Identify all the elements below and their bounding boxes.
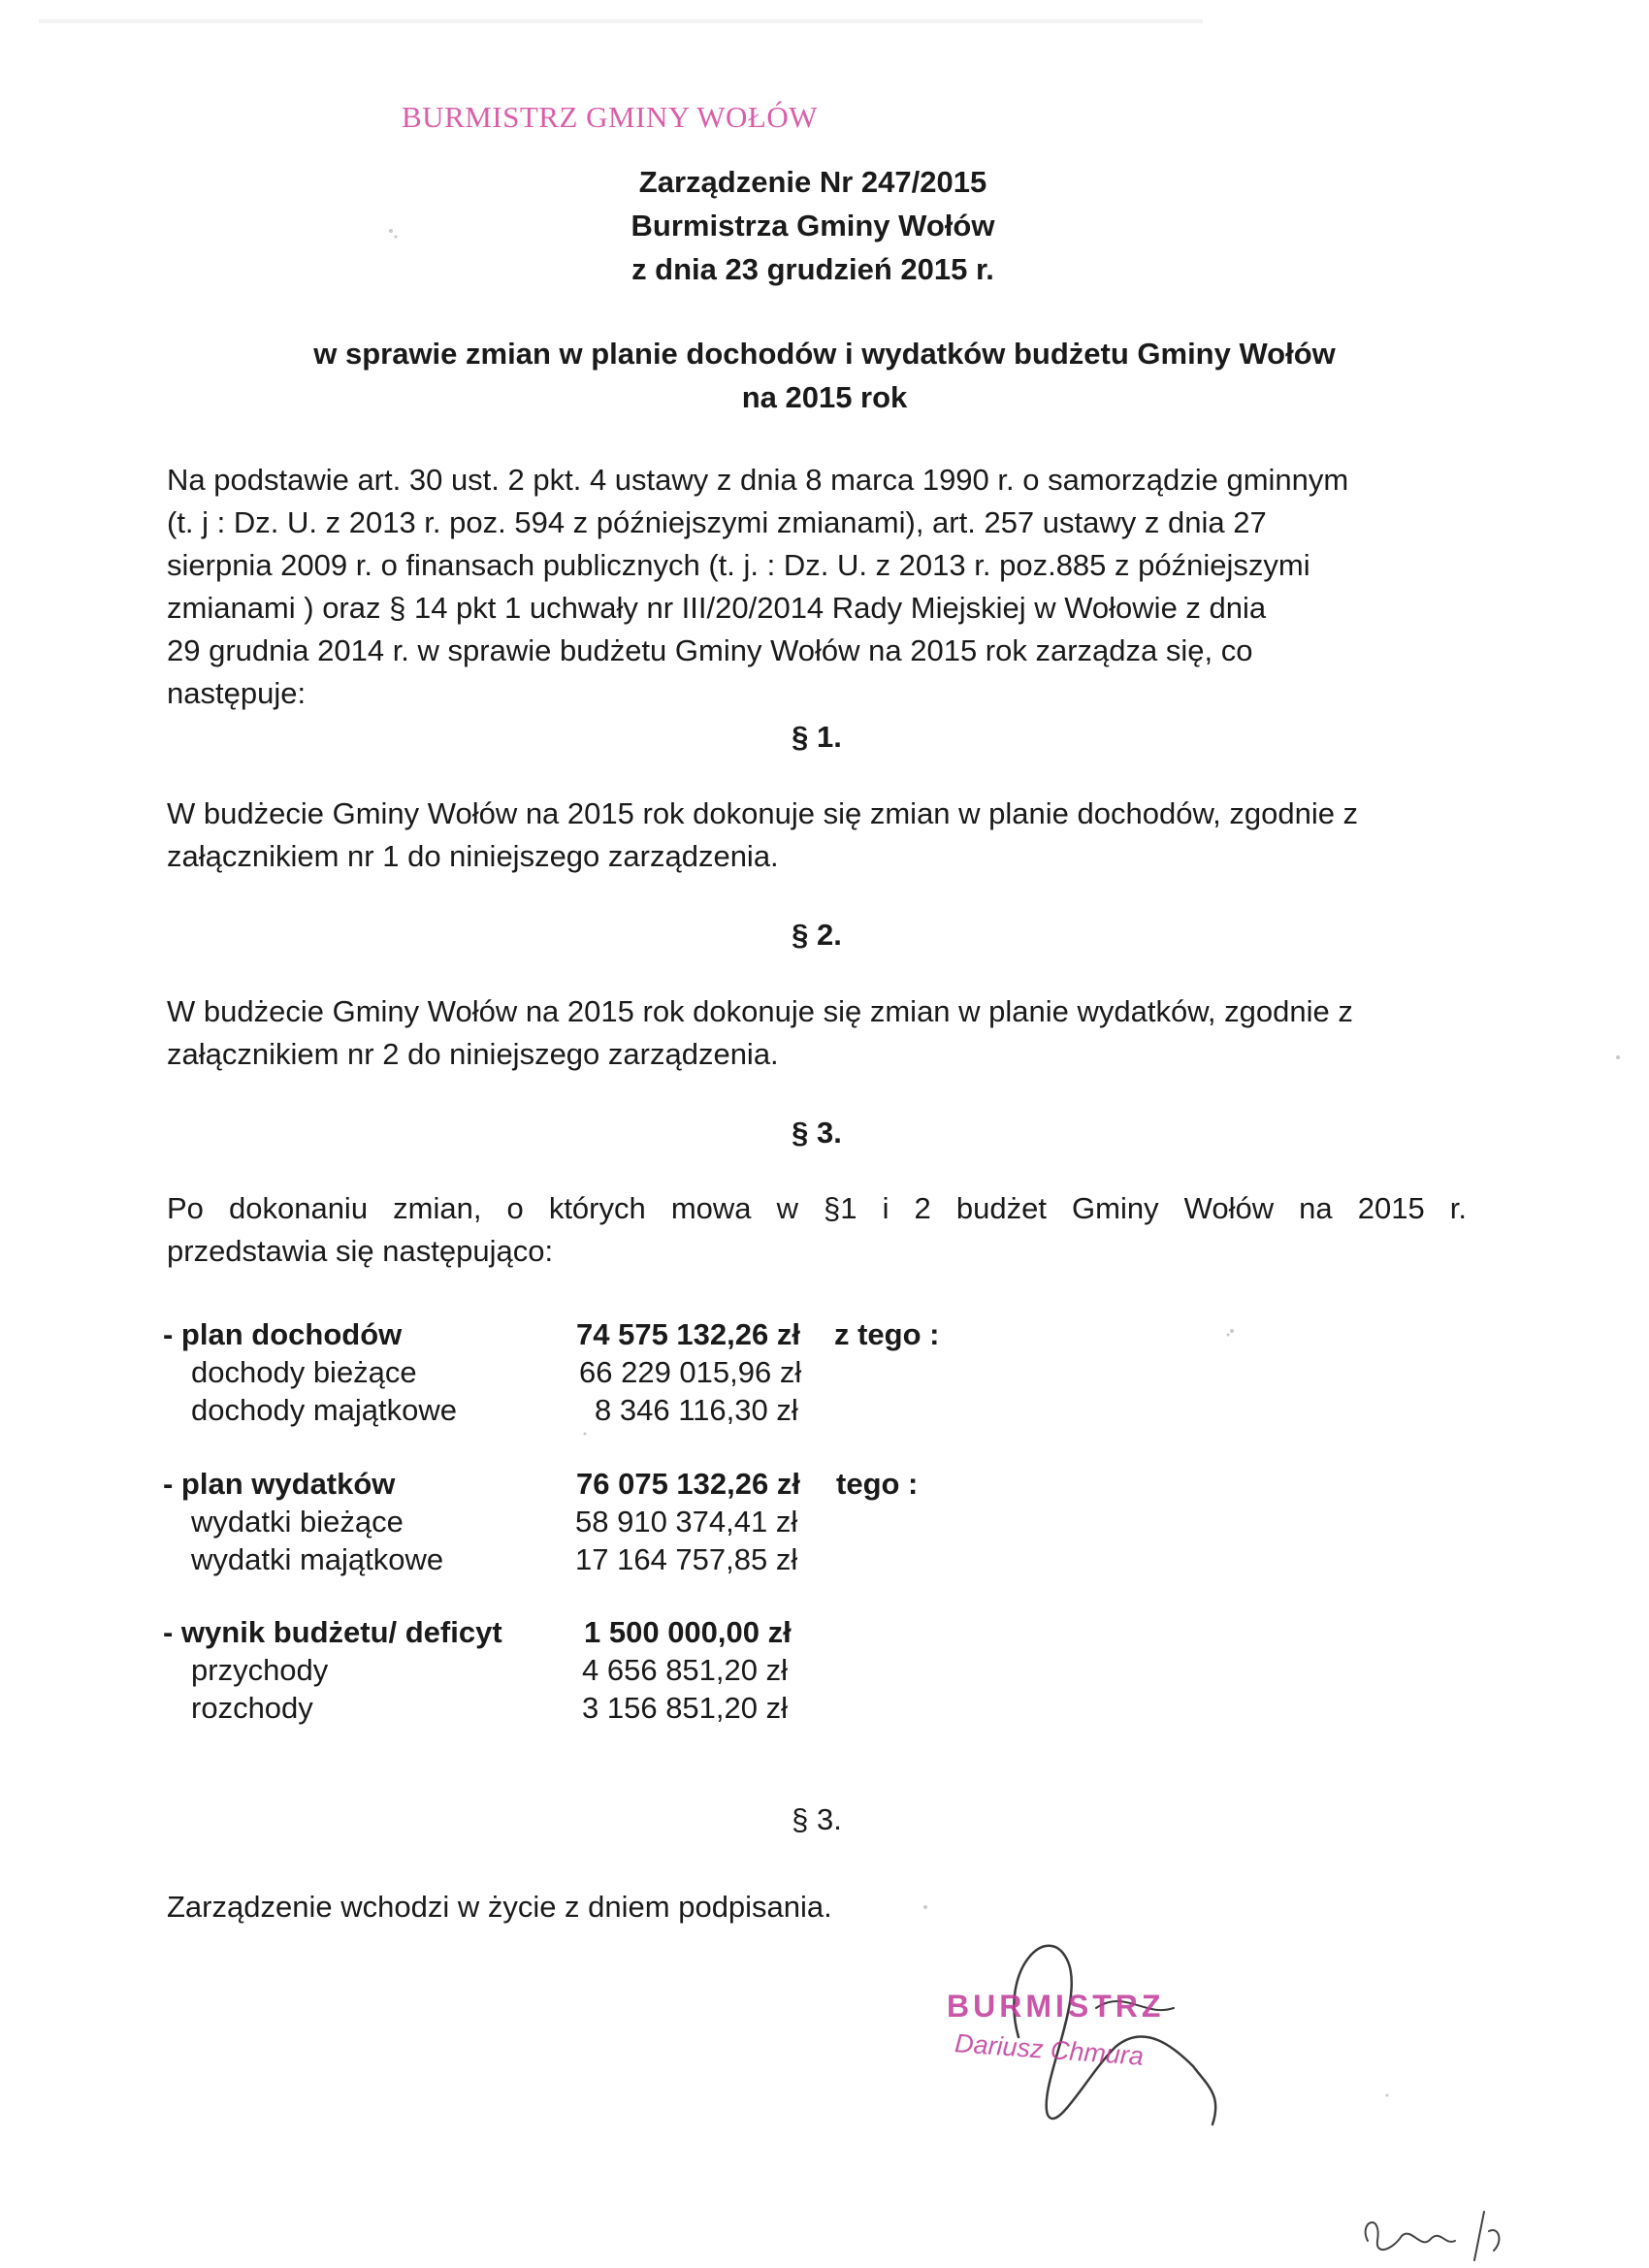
budget-row <box>0 1465 1649 1503</box>
budget-value: 1 500 000,00 zł <box>584 1615 792 1649</box>
section-mark-3: § 3. <box>792 1116 842 1150</box>
section-2-text <box>167 990 1467 1076</box>
preamble-line: zmianami ) oraz § 14 pkt 1 uchwały nr III/20/2014 Rady Miejskiej w Wołowie z dnia <box>167 591 1267 625</box>
preamble-line: następuje: <box>167 676 307 710</box>
budget-value: 58 910 374,41 zł <box>575 1505 798 1539</box>
budget-summary <box>0 1315 1649 1723</box>
section-1-text <box>167 793 1467 878</box>
budget-value: 76 075 132,26 zł <box>576 1467 800 1501</box>
final-section-mark: § 3. <box>792 1802 842 1836</box>
budget-label: wydatki majątkowe <box>191 1542 444 1576</box>
budget-label: wydatki bieżące <box>191 1505 404 1539</box>
title-line: Burmistrza Gminy Wołów <box>630 209 995 243</box>
budget-row <box>0 1353 1649 1391</box>
signature-stamp-name: Dariusz Chmura <box>954 2028 1145 2071</box>
final-section-text: Zarządzenie wchodzi w życie z dniem podpisania. <box>167 1890 832 1924</box>
section-line: załącznikiem nr 1 do niniejszego zarządzenia. <box>167 839 779 873</box>
preamble-line: (t. j : Dz. U. z 2013 r. poz. 594 z późniejszymi zmianami), art. 257 ustawy z dnia 27 <box>167 505 1267 539</box>
budget-label: dochody majątkowe <box>191 1393 457 1427</box>
budget-row <box>0 1689 1649 1727</box>
section-mark-2: § 2. <box>792 918 842 952</box>
budget-suffix: z tego : <box>834 1317 940 1351</box>
budget-row <box>0 1391 1649 1429</box>
document-subject <box>0 332 1649 419</box>
section-line: W budżecie Gminy Wołów na 2015 rok dokonuje się zmian w planie dochodów, zgodnie z <box>167 796 1359 830</box>
budget-row <box>0 1651 1649 1689</box>
header-stamp: BURMISTRZ GMINY WOŁÓW <box>402 100 818 134</box>
budget-value: 74 575 132,26 zł <box>576 1317 800 1351</box>
budget-label: przychody <box>191 1653 329 1687</box>
subject-line: w sprawie zmian w planie dochodów i wydatków budżetu Gminy Wołów <box>313 337 1336 371</box>
preamble <box>167 459 1467 715</box>
budget-row <box>0 1613 1649 1651</box>
budget-label: - plan wydatków <box>163 1467 396 1501</box>
budget-suffix: tego : <box>836 1467 919 1501</box>
preamble-line: Na podstawie art. 30 ust. 2 pkt. 4 ustawy z dnia 8 marca 1990 r. o samorządzie gminnym <box>167 463 1349 497</box>
budget-row <box>0 1315 1649 1353</box>
handwritten-initials <box>1348 2202 1523 2268</box>
budget-value: 8 346 116,30 zł <box>595 1393 798 1427</box>
preamble-line: sierpnia 2009 r. o finansach publicznych (t. j. : Dz. U. z 2013 r. poz.885 z późniejszymi <box>167 548 1310 582</box>
section-3-text <box>167 1187 1467 1273</box>
budget-label: dochody bieżące <box>191 1355 417 1389</box>
budget-row <box>0 1503 1649 1540</box>
title-line: Zarządzenie Nr 247/2015 <box>638 165 987 199</box>
budget-row <box>0 1540 1649 1578</box>
preamble-line: 29 grudnia 2014 r. w sprawie budżetu Gminy Wołów na 2015 rok zarządza się, co <box>167 633 1253 667</box>
section-line: załącznikiem nr 2 do niniejszego zarządzenia. <box>167 1037 779 1071</box>
section-mark-1: § 1. <box>792 720 842 754</box>
section-line: Po dokonaniu zmian, o których mowa w §1 i 2 budżet Gminy Wołów na 2015 r. <box>167 1191 1467 1225</box>
budget-label: - plan dochodów <box>163 1317 403 1351</box>
budget-value: 4 656 851,20 zł <box>582 1653 789 1687</box>
budget-value: 17 164 757,85 zł <box>575 1542 798 1576</box>
signature-stamp-title: BURMISTRZ <box>947 1989 1165 2024</box>
title-line: z dnia 23 grudzień 2015 r. <box>631 252 994 286</box>
budget-value: 66 229 015,96 zł <box>579 1355 802 1389</box>
section-line: przedstawia się następująco: <box>167 1234 554 1268</box>
budget-label: - wynik budżetu/ deficyt <box>163 1615 502 1649</box>
budget-label: rozchody <box>191 1691 313 1725</box>
subject-line: na 2015 rok <box>741 380 908 414</box>
section-line: W budżecie Gminy Wołów na 2015 rok dokonuje się zmian w planie wydatków, zgodnie z <box>167 994 1353 1028</box>
budget-value: 3 156 851,20 zł <box>582 1691 789 1725</box>
document-title <box>0 160 1649 291</box>
